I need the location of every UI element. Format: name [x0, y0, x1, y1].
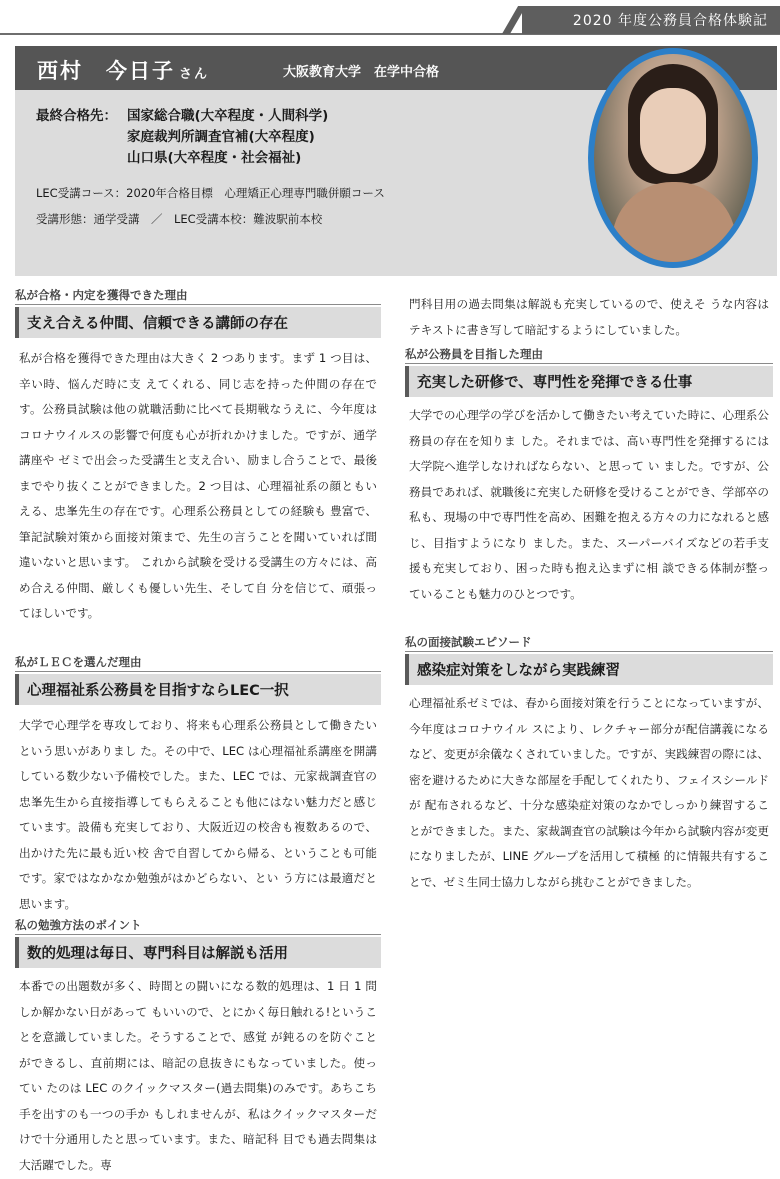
form-line: 受講形態：通学受講 ／ LEC受講本校：難波駅前本校	[36, 212, 323, 226]
section-interview	[405, 634, 773, 895]
section-why-lec	[15, 654, 381, 917]
candidate-name	[37, 55, 209, 85]
section-title: 支え合える仲間、信頼できる講師の存在	[15, 307, 381, 338]
section-subtitle: 私が合格・内定を獲得できた理由	[15, 287, 381, 305]
section-study-method	[15, 917, 381, 1178]
section-body: 私が合格を獲得できた理由は大きく 2 つあります。まず 1 つ目は、辛い時、悩んだ時に支 えてくれる、同じ志を持った仲間の存在です。公務員試験は他の就職活動に比べて長期戦なうえに、今年度はコロナウイルスの影響で何度も心が折れかけました。ですが、通学講座や ゼミで出会った受講生と支え合い、励まし合うことで、最後までやり抜くことができました。2 つ目は、心理福祉系の顔ともいえる、忠峯先生の存在です。心理系公務員としての経験も 豊富で、筆記試験対策から面接対策まで、先生の言うことを聞いていれば間違いないと思います。 これから試験を受ける受講生の方々には、高め合える仲間、厳しくも優しい先生、そして自 分を信じて、頑張ってほしいです。	[19, 351, 377, 620]
section-continued	[405, 292, 773, 343]
section-subtitle: 私が公務員を目指した理由	[405, 346, 773, 364]
ribbon-title: 2020 年度公務員合格体験記	[572, 13, 768, 29]
pass-item: 家庭裁判所調査官補(大卒程度)	[127, 129, 315, 145]
course-info	[36, 180, 385, 232]
candidate-name-text: 西村 今日子	[37, 59, 175, 83]
section-reason	[15, 287, 381, 627]
section-body: 大学で心理学を専攻しており、将来も心理系公務員として働きたいという思いがありまし た。その中で、LEC は心理福祉系講座を開講している数少ない予備校でした。また、LEC では、元家裁調査官の忠峯先生から直接指導してもらえることも他にはない魅力だと感じ ています。設備も充実しており、大阪近辺の校舎も複数あるので、出かけた先に最も近い校 舎で自習してから帰る、ということも可能です。家ではなかなか勉強がはかどらない、とい う方には最適だと思います。	[19, 718, 377, 911]
final-pass-list	[36, 106, 328, 169]
section-motivation	[405, 346, 773, 607]
section-subtitle: 私がＬＥＣを選んだ理由	[15, 654, 381, 672]
top-ribbon	[0, 0, 780, 36]
section-body: 大学での心理学の学びを活かして働きたい考えていた時に、心理系公務員の存在を知りま した。それまでは、高い専門性を発揮するには大学院へ進学しなければならない、と思って い ました。ですが、公務員であれば、就職後に充実した研修を受けることができ、学部卒の 私も、現場の中で専門性を高め、困難を抱える方々の力になれると感じ、目指すようになり ました。また、スーパーバイズなどの若手支援も充実しており、困った時も抱え込まずに相 談できる体制が整っていることも魅力のひとつです。	[409, 408, 769, 601]
section-title: 数的処理は毎日、専門科目は解説も活用	[15, 937, 381, 968]
section-title: 感染症対策をしながら実践練習	[405, 654, 773, 685]
pass-item: 国家総合職(大卒程度・人間科学)	[127, 108, 329, 124]
section-title: 充実した研修で、専門性を発揮できる仕事	[405, 366, 773, 397]
section-title: 心理福祉系公務員を目指すならLEC一択	[15, 674, 381, 705]
section-body: 門科目用の過去問集は解説も充実しているので、使えそ うな内容はテキストに書き写して暗記するようにしていました。	[409, 297, 769, 337]
section-subtitle: 私の勉強方法のポイント	[15, 917, 381, 935]
course-line: LEC受講コース：2020年合格目標 心理矯正心理専門職併願コース	[36, 186, 385, 200]
school-name: 大阪教育大学 在学中合格	[283, 65, 440, 80]
pass-item: 山口県(大卒程度・社会福祉)	[127, 150, 302, 166]
section-body: 本番での出題数が多く、時間との闘いになる数的処理は、1 日 1 問しか解かない日があって もいいので、とにかく毎日触れる!ということを意識していました。そうすることで、感覚 が鈍るのを防ぐことができるし、直前期には、暗記の息抜きにもなっていました。使ってい たのは LEC のクイックマスター(過去問集)のみです。あちこち手を出すのも一つの手か もしれませんが、私はクイックマスターだけで十分通用したと思っています。また、暗記科 目でも過去問集は大活躍でした。専	[19, 979, 377, 1172]
honorific: さん	[179, 67, 210, 82]
section-subtitle: 私の面接試験エピソード	[405, 634, 773, 652]
section-body: 心理福祉系ゼミでは、春から面接対策を行うことになっていますが、今年度はコロナウイル スにより、レクチャー部分が配信講義になるなど、変更が余儀なくされていました。ですが、実践練習の際には、密を避けるために大きな部屋を手配してくれたり、フェイスシールドが 配布されるなど、十分な感染症対策のなかでしっかり練習することができました。また、家裁調査官の試験は今年から試験内容が変更になりましたが、LINE グループを活用して積極 的に情報共有することで、ゼミ生同士協力しながら挑むことができました。	[409, 696, 769, 889]
final-pass-label: 最終合格先：	[36, 108, 117, 124]
portrait-photo	[588, 48, 758, 268]
